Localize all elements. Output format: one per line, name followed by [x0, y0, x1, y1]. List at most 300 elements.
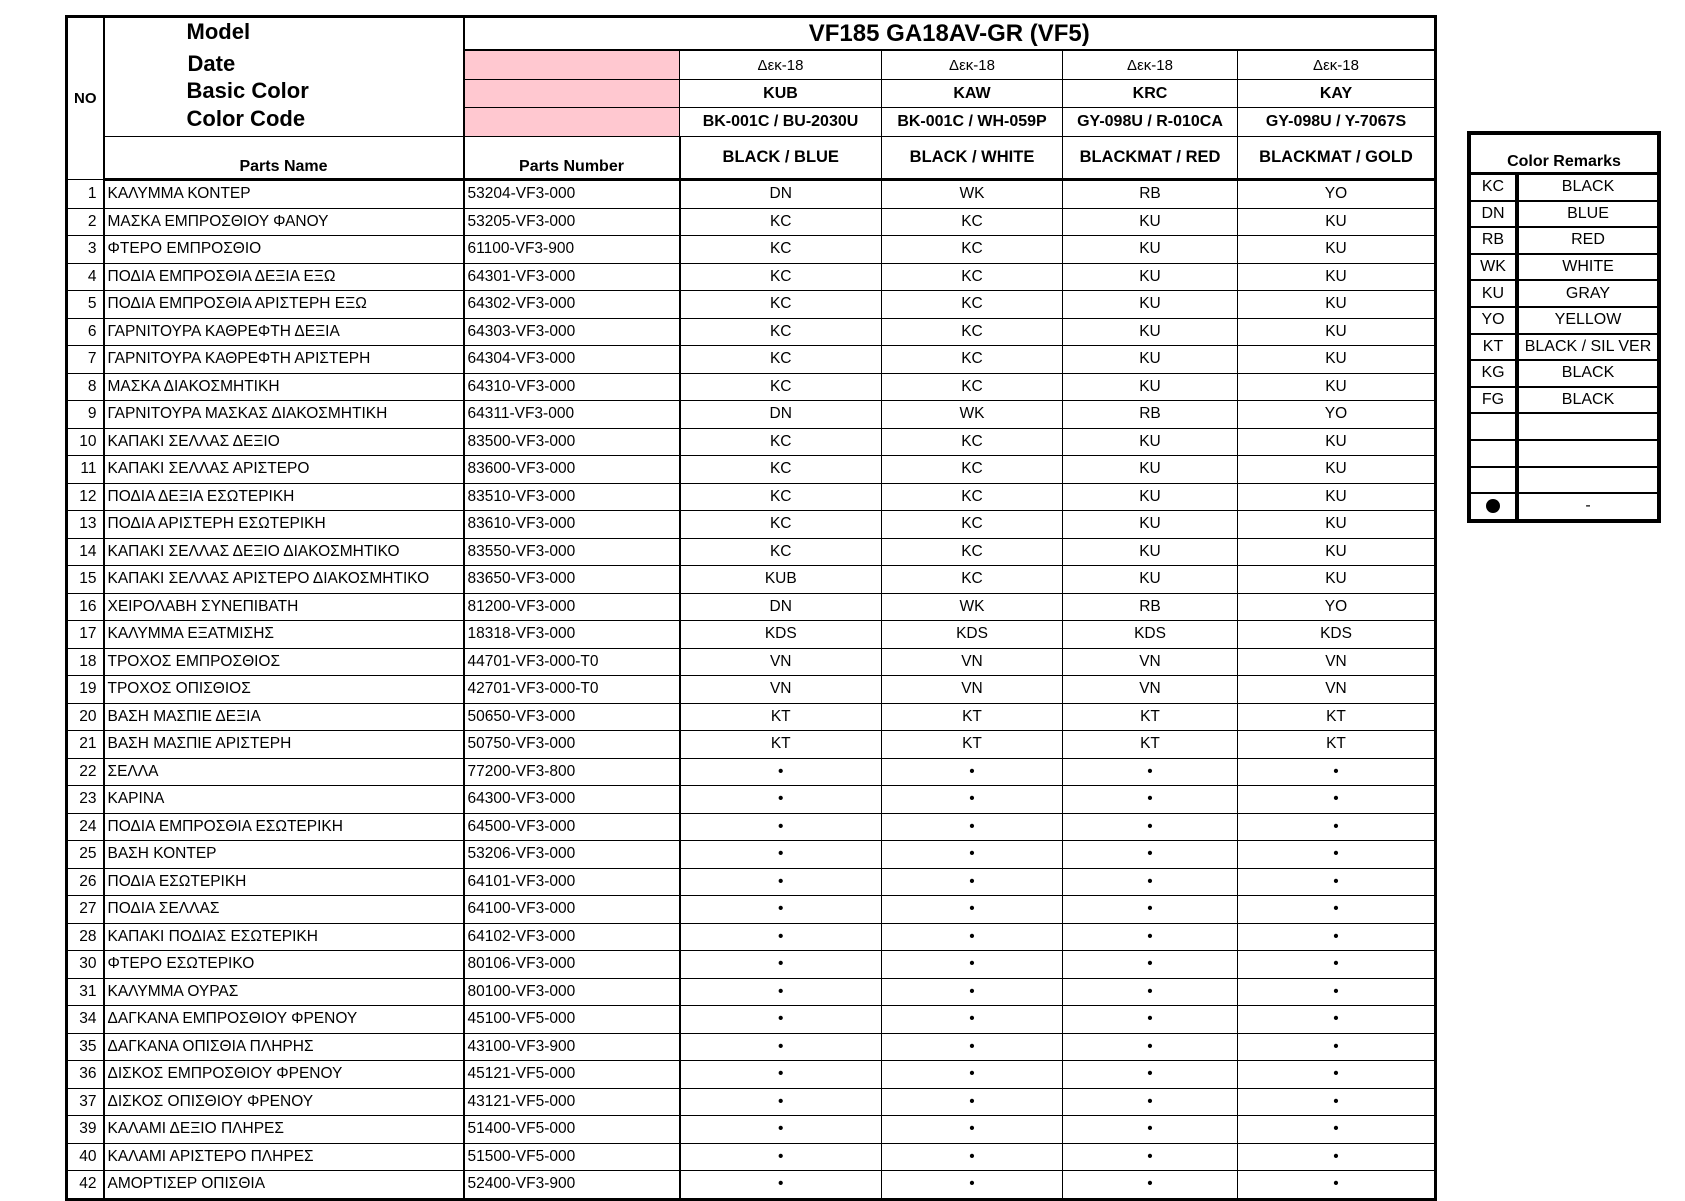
table-row [67, 318, 1436, 346]
variant-color-code-cell: • [680, 1171, 882, 1200]
variant-color-code-cell: • [1238, 1171, 1436, 1200]
variant-color-code-cell: • [882, 1171, 1063, 1200]
table-row [67, 813, 1436, 841]
part-number: 83650-VF3-000 [464, 566, 680, 594]
variant-color-code-cell: VN [680, 676, 882, 704]
remarks-row [1469, 387, 1659, 414]
part-number: 50750-VF3-000 [464, 731, 680, 759]
part-name: ΒΑΣΗ ΚΟΝΤΕΡ [104, 841, 464, 869]
part-name: ΠΟΔΙΑ ΕΣΩΤΕΡΙΚΗ [104, 868, 464, 896]
table-row [67, 1171, 1436, 1200]
variant-color-name: BLACK / WHITE [882, 137, 1063, 180]
remark-code: DN [1469, 201, 1517, 228]
variant-color-code-cell: YO [1238, 401, 1436, 429]
remark-color-name: WHITE [1517, 254, 1659, 281]
basic-color-label: Basic Color [186, 78, 309, 103]
remark-code [1469, 413, 1517, 440]
part-name: ΠΟΔΙΑ ΕΜΠΡΟΣΘΙΑ ΑΡΙΣΤΕΡΗ ΕΞΩ [104, 291, 464, 319]
table-row [67, 1143, 1436, 1171]
variant-color-code-cell: KU [1063, 511, 1238, 539]
part-number: 43121-VF5-000 [464, 1088, 680, 1116]
remark-color-name: BLACK [1517, 174, 1659, 201]
variant-color-code-cell: • [1238, 1088, 1436, 1116]
variant-date: Δεκ-18 [680, 50, 882, 79]
variant-color-code-cell: • [1063, 896, 1238, 924]
variant-color-code-cell: KT [1063, 703, 1238, 731]
remark-color-name: GRAY [1517, 280, 1659, 307]
variant-color-code-cell: VN [680, 648, 882, 676]
table-row [67, 593, 1436, 621]
variant-color-code-cell: KU [1238, 236, 1436, 264]
variant-color-code-cell: • [1238, 923, 1436, 951]
row-number: 31 [67, 978, 104, 1006]
part-name: ΚΑΛΥΜΜΑ ΚΟΝΤΕΡ [104, 180, 464, 209]
variant-color-code-cell: • [1238, 786, 1436, 814]
row-number: 40 [67, 1143, 104, 1171]
row-number: 34 [67, 1006, 104, 1034]
variant-color-name: BLACKMAT / GOLD [1238, 137, 1436, 180]
table-row [67, 1061, 1436, 1089]
table-row [67, 538, 1436, 566]
variant-color-code-cell: • [1238, 868, 1436, 896]
part-name: ΜΑΣΚΑ ΕΜΠΡΟΣΘΙΟΥ ΦΑΝΟΥ [104, 208, 464, 236]
variant-color-code-cell: KT [680, 703, 882, 731]
part-number: 80106-VF3-000 [464, 951, 680, 979]
remarks-row [1469, 440, 1659, 467]
part-name: ΚΑΛΥΜΜΑ ΕΞΑΤΜΙΣΗΣ [104, 621, 464, 649]
table-row [67, 401, 1436, 429]
table-row [67, 263, 1436, 291]
part-number: 45100-VF5-000 [464, 1006, 680, 1034]
header-row-columns [67, 137, 1436, 180]
part-name: ΦΤΕΡΟ ΕΣΩΤΕΡΙΚΟ [104, 951, 464, 979]
variant-color-code-cell: • [882, 1006, 1063, 1034]
variant-color-code-cell: • [680, 978, 882, 1006]
parts-color-table [65, 15, 1437, 1201]
table-row [67, 1116, 1436, 1144]
part-number: 64101-VF3-000 [464, 868, 680, 896]
variant-color-code-cell: KU [1063, 456, 1238, 484]
row-number: 20 [67, 703, 104, 731]
remarks-row [1469, 360, 1659, 387]
variant-color-code-cell: • [680, 1033, 882, 1061]
variant-color-code-cell: • [680, 1116, 882, 1144]
variant-color-code-cell: • [882, 1033, 1063, 1061]
variant-color-code-cell: • [1238, 1143, 1436, 1171]
part-name: ΦΤΕΡΟ ΕΜΠΡΟΣΘΙΟ [104, 236, 464, 264]
part-name: ΚΑΠΑΚΙ ΠΟΔΙΑΣ ΕΣΩΤΕΡΙΚΗ [104, 923, 464, 951]
remark-color-name: BLACK [1517, 387, 1659, 414]
remarks-row [1469, 280, 1659, 307]
variant-date: Δεκ-18 [1238, 50, 1436, 79]
variant-color-code-cell: • [882, 813, 1063, 841]
table-row [67, 758, 1436, 786]
table-row [67, 236, 1436, 264]
part-number: 43100-VF3-900 [464, 1033, 680, 1061]
part-number: 45121-VF5-000 [464, 1061, 680, 1089]
variant-color-code-cell: KU [1238, 373, 1436, 401]
variant-color-code-cell: KU [1238, 511, 1436, 539]
variant-color-code-cell: • [882, 1116, 1063, 1144]
part-name: ΒΑΣΗ ΜΑΣΠΙΕ ΔΕΞΙΑ [104, 703, 464, 731]
variant-color-name: BLACKMAT / RED [1063, 137, 1238, 180]
variant-color-code-cell: • [680, 758, 882, 786]
variant-color-code-cell: • [1238, 1033, 1436, 1061]
table-row [67, 868, 1436, 896]
variant-color-code-cell: • [680, 1088, 882, 1116]
part-name: ΚΑΛΑΜΙ ΔΕΞΙΟ ΠΛΗΡΕΣ [104, 1116, 464, 1144]
remark-color-name: BLUE [1517, 201, 1659, 228]
row-number: 2 [67, 208, 104, 236]
variant-color-code-cell: YO [1238, 180, 1436, 209]
variant-color-code-cell: WK [882, 401, 1063, 429]
part-number: 77200-VF3-800 [464, 758, 680, 786]
row-number: 23 [67, 786, 104, 814]
row-number: 39 [67, 1116, 104, 1144]
variant-color-code-cell: • [882, 896, 1063, 924]
row-number: 8 [67, 373, 104, 401]
part-number: 61100-VF3-900 [464, 236, 680, 264]
variant-color-code: BK-001C / WH-059P [882, 108, 1063, 137]
table-row [67, 456, 1436, 484]
variant-color-code-cell: • [680, 1061, 882, 1089]
variant-color-code-cell: • [1063, 1116, 1238, 1144]
remarks-body [1469, 133, 1659, 521]
remarks-row [1469, 493, 1659, 521]
no-header: NO [67, 17, 104, 180]
variant-color-code-cell: KC [680, 263, 882, 291]
remark-color-name [1517, 440, 1659, 467]
table-body [67, 17, 1436, 1200]
table-row [67, 208, 1436, 236]
variant-color-code-cell: DN [680, 180, 882, 209]
table-row [67, 180, 1436, 209]
color-code-blank-cell [464, 108, 680, 137]
part-number: 18318-VF3-000 [464, 621, 680, 649]
variant-color-code-cell: • [1063, 1171, 1238, 1200]
table-row [67, 703, 1436, 731]
table-row [67, 291, 1436, 319]
variant-color-code-cell: • [1063, 813, 1238, 841]
variant-color-code-cell: KU [1238, 456, 1436, 484]
part-name: ΚΑΛΥΜΜΑ ΟΥΡΑΣ [104, 978, 464, 1006]
part-number: 83500-VF3-000 [464, 428, 680, 456]
header-row-model [67, 17, 1436, 51]
variant-color-code-cell: • [1238, 1006, 1436, 1034]
part-number: 64102-VF3-000 [464, 923, 680, 951]
variant-color-code-cell: • [1063, 758, 1238, 786]
variant-color-code-cell: • [1063, 841, 1238, 869]
variant-color-code-cell: KU [1063, 483, 1238, 511]
variant-color-code-cell: • [1063, 1088, 1238, 1116]
row-number: 6 [67, 318, 104, 346]
part-name: ΓΑΡΝΙΤΟΥΡΑ ΚΑΘΡΕΦΤΗ ΔΕΞΙΑ [104, 318, 464, 346]
variant-color-code-cell: KU [1063, 566, 1238, 594]
variant-color-code-cell: VN [882, 648, 1063, 676]
variant-color-code-cell: WK [882, 180, 1063, 209]
variant-color-code-cell: KUB [680, 566, 882, 594]
variant-color-code-cell: KDS [1063, 621, 1238, 649]
part-name: ΚΑΠΑΚΙ ΣΕΛΛΑΣ ΑΡΙΣΤΕΡΟ [104, 456, 464, 484]
row-number: 28 [67, 923, 104, 951]
variant-color-code-cell: KC [680, 291, 882, 319]
row-number: 42 [67, 1171, 104, 1200]
variant-color-code-cell: KC [680, 208, 882, 236]
variant-color-code-cell: • [882, 868, 1063, 896]
remark-code: RB [1469, 227, 1517, 254]
variant-color-code-cell: KC [882, 208, 1063, 236]
table-row [67, 621, 1436, 649]
part-number: 53206-VF3-000 [464, 841, 680, 869]
part-number: 64100-VF3-000 [464, 896, 680, 924]
variant-color-code-cell: KU [1238, 428, 1436, 456]
remarks-row [1469, 254, 1659, 281]
part-number: 64301-VF3-000 [464, 263, 680, 291]
variant-color-code-cell: KU [1063, 428, 1238, 456]
row-number: 3 [67, 236, 104, 264]
remarks-row [1469, 307, 1659, 334]
part-number: 64300-VF3-000 [464, 786, 680, 814]
part-name: ΔΙΣΚΟΣ ΟΠΙΣΘΙΟΥ ΦΡΕΝΟΥ [104, 1088, 464, 1116]
part-name: ΚΑΠΑΚΙ ΣΕΛΛΑΣ ΑΡΙΣΤΕΡΟ ΔΙΑΚΟΣΜΗΤΙΚΟ [104, 566, 464, 594]
variant-color-code-cell: • [680, 868, 882, 896]
variant-color-code-cell: KC [680, 318, 882, 346]
variant-color-code-cell: • [1063, 1143, 1238, 1171]
part-name: ΓΑΡΝΙΤΟΥΡΑ ΜΑΣΚΑΣ ΔΙΑΚΟΣΜΗΤΙΚΗ [104, 401, 464, 429]
part-name: ΑΜΟΡΤΙΣΕΡ ΟΠΙΣΘΙΑ [104, 1171, 464, 1200]
dot-icon-cell [1469, 493, 1517, 521]
variant-color-code-cell: KU [1063, 236, 1238, 264]
variant-color-code-cell: KU [1063, 291, 1238, 319]
part-number: 83550-VF3-000 [464, 538, 680, 566]
variant-color-code-cell: • [680, 813, 882, 841]
row-number: 14 [67, 538, 104, 566]
dot-icon [1486, 499, 1500, 513]
variant-color-code-cell: KC [680, 373, 882, 401]
row-number: 25 [67, 841, 104, 869]
variant-color-code-cell: KT [1063, 731, 1238, 759]
part-number: 53204-VF3-000 [464, 180, 680, 209]
variant-color-code-cell: • [882, 951, 1063, 979]
variant-color-code-cell: • [882, 1088, 1063, 1116]
color-remarks-table [1467, 131, 1661, 523]
remarks-row [1469, 413, 1659, 440]
remark-color-name: YELLOW [1517, 307, 1659, 334]
variant-color-code-cell: VN [1063, 648, 1238, 676]
table-row [67, 841, 1436, 869]
variant-color-code-cell: KC [882, 511, 1063, 539]
part-number: 64303-VF3-000 [464, 318, 680, 346]
variant-color-code-cell: KU [1238, 566, 1436, 594]
color-code-label: Color Code [186, 106, 306, 131]
table-row [67, 676, 1436, 704]
remark-color-name: - [1517, 493, 1659, 521]
variant-color-code-cell: KU [1063, 346, 1238, 374]
variant-color-code-cell: KC [882, 428, 1063, 456]
part-name: ΠΟΔΙΑ ΕΜΠΡΟΣΘΙΑ ΔΕΞΙΑ ΕΞΩ [104, 263, 464, 291]
part-number: 64311-VF3-000 [464, 401, 680, 429]
table-row [67, 786, 1436, 814]
part-name: ΚΑΡΙΝΑ [104, 786, 464, 814]
part-number: 44701-VF3-000-T0 [464, 648, 680, 676]
part-name: ΠΟΔΙΑ ΣΕΛΛΑΣ [104, 896, 464, 924]
row-number: 10 [67, 428, 104, 456]
part-number: 83510-VF3-000 [464, 483, 680, 511]
variant-color-code-cell: • [680, 951, 882, 979]
variant-color-code-cell: • [882, 786, 1063, 814]
part-number: 52400-VF3-900 [464, 1171, 680, 1200]
variant-color-code-cell: KU [1063, 538, 1238, 566]
parts-name-header: Parts Name [104, 137, 464, 180]
remark-code: WK [1469, 254, 1517, 281]
variant-color-code-cell: YO [1238, 593, 1436, 621]
variant-color-code-cell: RB [1063, 180, 1238, 209]
model-label: Model [186, 19, 251, 44]
variant-color-code-cell: WK [882, 593, 1063, 621]
variant-color-code-cell: • [882, 923, 1063, 951]
variant-color-code: GY-098U / Y-7067S [1238, 108, 1436, 137]
variant-color-code-cell: • [1238, 1061, 1436, 1089]
table-row [67, 731, 1436, 759]
part-name: ΧΕΙΡΟΛΑΒΗ ΣΥΝΕΠΙΒΑΤΗ [104, 593, 464, 621]
part-number: 51400-VF5-000 [464, 1116, 680, 1144]
variant-color-code-cell: KC [680, 511, 882, 539]
table-row [67, 896, 1436, 924]
variant-color-code-cell: KC [882, 483, 1063, 511]
variant-color-code-cell: • [882, 758, 1063, 786]
remark-code: YO [1469, 307, 1517, 334]
variant-color-code-cell: • [1238, 758, 1436, 786]
parts-number-header: Parts Number [464, 137, 680, 180]
variant-color-code-cell: KU [1238, 346, 1436, 374]
variant-color-code-cell: KC [680, 538, 882, 566]
remark-code [1469, 440, 1517, 467]
variant-color-code-cell: • [1238, 841, 1436, 869]
part-name: ΠΟΔΙΑ ΕΜΠΡΟΣΘΙΑ ΕΣΩΤΕΡΙΚΗ [104, 813, 464, 841]
variant-color-code-cell: • [680, 786, 882, 814]
variant-color-code-cell: • [1063, 978, 1238, 1006]
variant-color-code-cell: • [882, 1143, 1063, 1171]
remark-color-name: BLACK [1517, 360, 1659, 387]
variant-color-code-cell: • [1238, 813, 1436, 841]
variant-color-code-cell: KC [680, 236, 882, 264]
variant-date: Δεκ-18 [1063, 50, 1238, 79]
variant-color-code-cell: KC [882, 373, 1063, 401]
remark-code: KG [1469, 360, 1517, 387]
part-name: ΤΡΟΧΟΣ ΟΠΙΣΘΙΟΣ [104, 676, 464, 704]
variant-color-code-cell: KC [882, 263, 1063, 291]
part-number: 42701-VF3-000-T0 [464, 676, 680, 704]
table-row [67, 923, 1436, 951]
row-number: 27 [67, 896, 104, 924]
variant-color-code-cell: KT [680, 731, 882, 759]
part-name: ΚΑΛΑΜΙ ΑΡΙΣΤΕΡΟ ΠΛΗΡΕΣ [104, 1143, 464, 1171]
part-name: ΒΑΣΗ ΜΑΣΠΙΕ ΑΡΙΣΤΕΡΗ [104, 731, 464, 759]
row-number: 24 [67, 813, 104, 841]
variant-color-code-cell: RB [1063, 401, 1238, 429]
remark-code: KT [1469, 334, 1517, 361]
variant-color-code-cell: DN [680, 401, 882, 429]
variant-color-code-cell: RB [1063, 593, 1238, 621]
remarks-row [1469, 227, 1659, 254]
variant-color-code-cell: KDS [1238, 621, 1436, 649]
variant-color-code-cell: • [1238, 978, 1436, 1006]
remark-color-name: RED [1517, 227, 1659, 254]
remark-color-name [1517, 467, 1659, 494]
variant-color-code-cell: • [1063, 1033, 1238, 1061]
variant-color-code-cell: KU [1063, 263, 1238, 291]
part-number: 50650-VF3-000 [464, 703, 680, 731]
remark-code [1469, 467, 1517, 494]
variant-basic-color: KAW [882, 79, 1063, 108]
variant-color-code-cell: • [680, 1143, 882, 1171]
row-number: 9 [67, 401, 104, 429]
part-name: ΠΟΔΙΑ ΔΕΞΙΑ ΕΣΩΤΕΡΙΚΗ [104, 483, 464, 511]
row-number: 17 [67, 621, 104, 649]
variant-color-code-cell: KC [882, 346, 1063, 374]
date-blank-cell [464, 50, 680, 79]
remark-color-name: BLACK / SIL VER [1517, 334, 1659, 361]
variant-color-code-cell: • [882, 1061, 1063, 1089]
variant-color-code-cell: KU [1238, 538, 1436, 566]
table-row [67, 951, 1436, 979]
date-label: Date [187, 51, 236, 76]
variant-color-code: BK-001C / BU-2030U [680, 108, 882, 137]
variant-color-code-cell: KU [1063, 373, 1238, 401]
table-row [67, 483, 1436, 511]
row-number: 15 [67, 566, 104, 594]
remark-code: KU [1469, 280, 1517, 307]
variant-color-code-cell: VN [1238, 648, 1436, 676]
remarks-header-row [1469, 133, 1659, 174]
variant-color-code-cell: KC [680, 346, 882, 374]
variant-color-code-cell: KC [882, 566, 1063, 594]
row-number: 26 [67, 868, 104, 896]
row-number: 21 [67, 731, 104, 759]
variant-color-code-cell: • [680, 896, 882, 924]
remarks-row [1469, 174, 1659, 201]
variant-color-code-cell: KT [882, 703, 1063, 731]
part-name: ΣΕΛΛΑ [104, 758, 464, 786]
part-name: ΓΑΡΝΙΤΟΥΡΑ ΚΑΘΡΕΦΤΗ ΑΡΙΣΤΕΡΗ [104, 346, 464, 374]
variant-color-code-cell: KT [882, 731, 1063, 759]
variant-color-code-cell: • [882, 841, 1063, 869]
variant-color-code-cell: • [1063, 868, 1238, 896]
variant-color-code-cell: KU [1238, 263, 1436, 291]
variant-color-code-cell: • [680, 1006, 882, 1034]
part-number: 53205-VF3-000 [464, 208, 680, 236]
variant-color-code-cell: DN [680, 593, 882, 621]
part-name: ΚΑΠΑΚΙ ΣΕΛΛΑΣ ΔΕΞΙΟ ΔΙΑΚΟΣΜΗΤΙΚΟ [104, 538, 464, 566]
row-number: 4 [67, 263, 104, 291]
part-name: ΠΟΔΙΑ ΑΡΙΣΤΕΡΗ ΕΣΩΤΕΡΙΚΗ [104, 511, 464, 539]
part-name: ΔΑΓΚΑΝΑ ΟΠΙΣΘΙΑ ΠΛΗΡΗΣ [104, 1033, 464, 1061]
part-number: 64500-VF3-000 [464, 813, 680, 841]
header-labels [104, 17, 464, 137]
table-row [67, 648, 1436, 676]
row-number: 7 [67, 346, 104, 374]
variant-color-code-cell: KU [1063, 208, 1238, 236]
part-name: ΜΑΣΚΑ ΔΙΑΚΟΣΜΗΤΙΚΗ [104, 373, 464, 401]
remarks-row [1469, 201, 1659, 228]
variant-basic-color: KRC [1063, 79, 1238, 108]
remarks-row [1469, 467, 1659, 494]
part-name: ΤΡΟΧΟΣ ΕΜΠΡΟΣΘΙΟΣ [104, 648, 464, 676]
variant-color-code: GY-098U / R-010CA [1063, 108, 1238, 137]
part-number: 64302-VF3-000 [464, 291, 680, 319]
table-row [67, 428, 1436, 456]
row-number: 13 [67, 511, 104, 539]
